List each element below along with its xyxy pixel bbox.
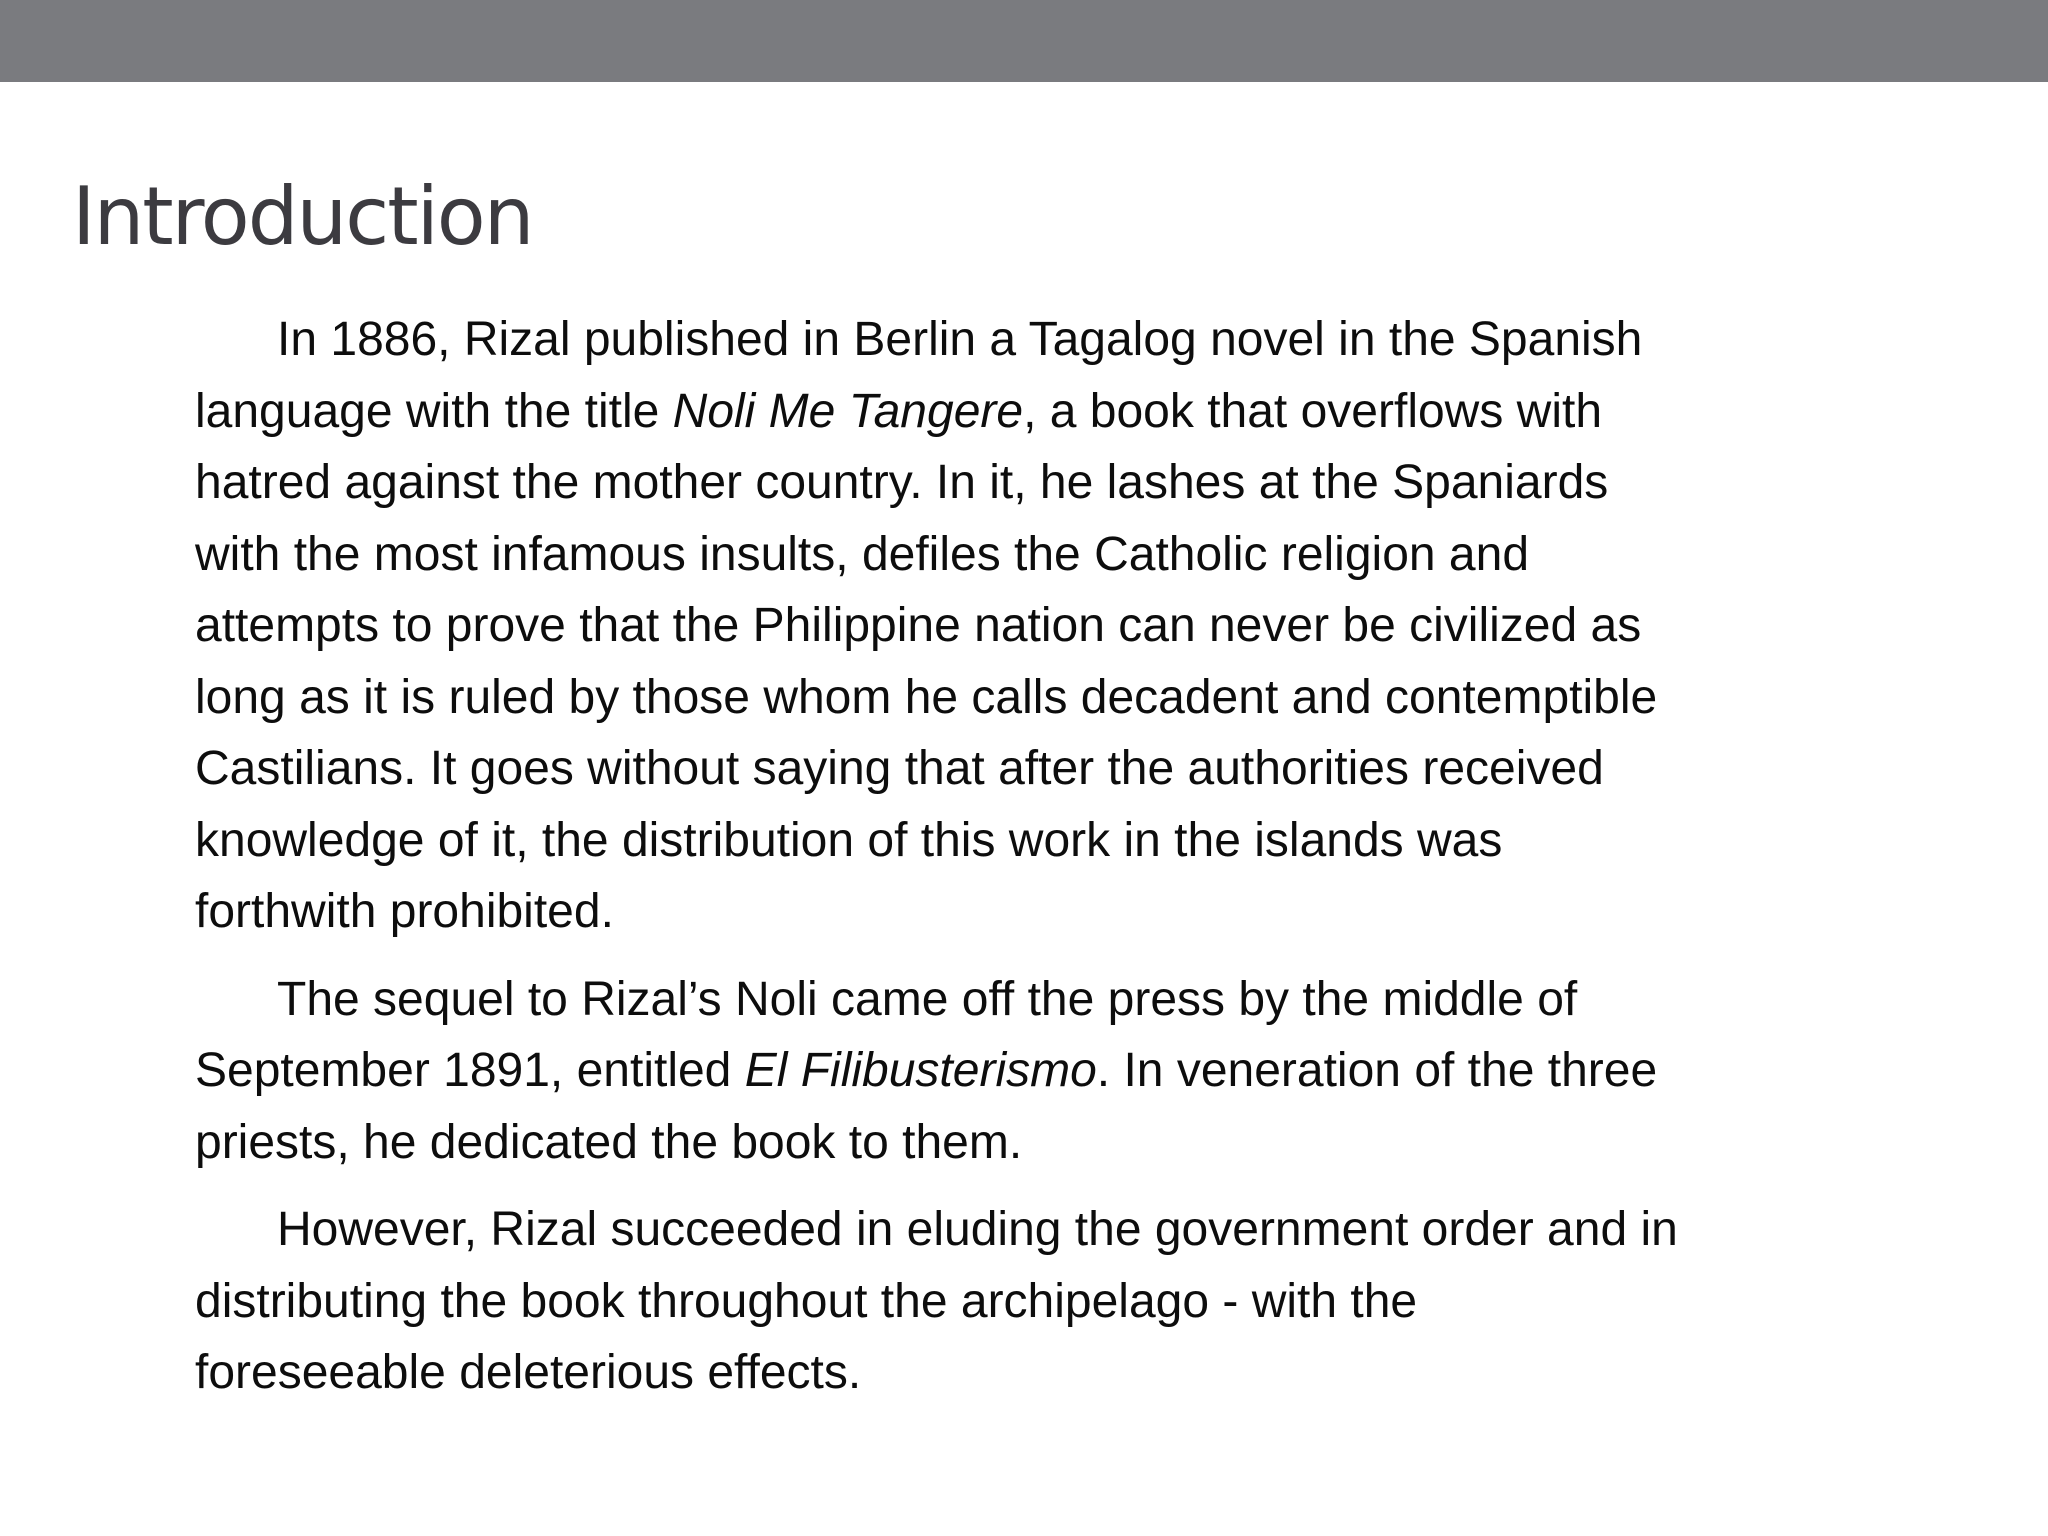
text-line: knowledge of it, the distribution of this work in the islands was <box>195 813 1503 867</box>
text-line: However, Rizal succeeded in eluding the government order and in <box>277 1203 1678 1256</box>
text-line: Castilians. It goes without saying that after the authorities received <box>195 742 1604 795</box>
slide-title: Introduction <box>72 170 533 263</box>
text-line: with the most infamous insults, defiles the Catholic religion and <box>195 527 1530 581</box>
text-line: forthwith prohibited. <box>195 885 614 938</box>
text-line: long as it is ruled by those whom he calls decadent and contemptible <box>195 670 1658 724</box>
text-line: distributing the book throughout the archipelago - with the <box>195 1274 1418 1328</box>
paragraph-3 <box>195 1194 1885 1409</box>
book-title-fili: El Filibusterismo <box>744 1044 1097 1097</box>
book-title-noli: Noli Me Tangere <box>672 384 1024 438</box>
text-line: The sequel to Rizal’s Noli came off the press by the middle of <box>277 972 1578 1026</box>
text-line: priests, he dedicated the book to them. <box>195 1115 1023 1169</box>
text-line: In 1886, Rizal published in Berlin a Tagalog novel in the Spanish <box>277 313 1643 366</box>
header-bar <box>0 0 2048 82</box>
paragraph-2 <box>195 964 1885 1179</box>
slide-body <box>195 304 1885 1425</box>
text-line: language with the title Noli Me Tangere, a book that overflows with <box>195 384 1603 438</box>
text-line: September 1891, entitled El Filibusterismo. In veneration of the three <box>195 1044 1658 1097</box>
text-line: attempts to prove that the Philippine nation can never be civilized as <box>195 599 1642 652</box>
paragraph-1 <box>195 304 1885 948</box>
text-line: hatred against the mother country. In it, he lashes at the Spaniards <box>195 456 1609 509</box>
text-line: foreseeable deleterious effects. <box>195 1346 862 1399</box>
